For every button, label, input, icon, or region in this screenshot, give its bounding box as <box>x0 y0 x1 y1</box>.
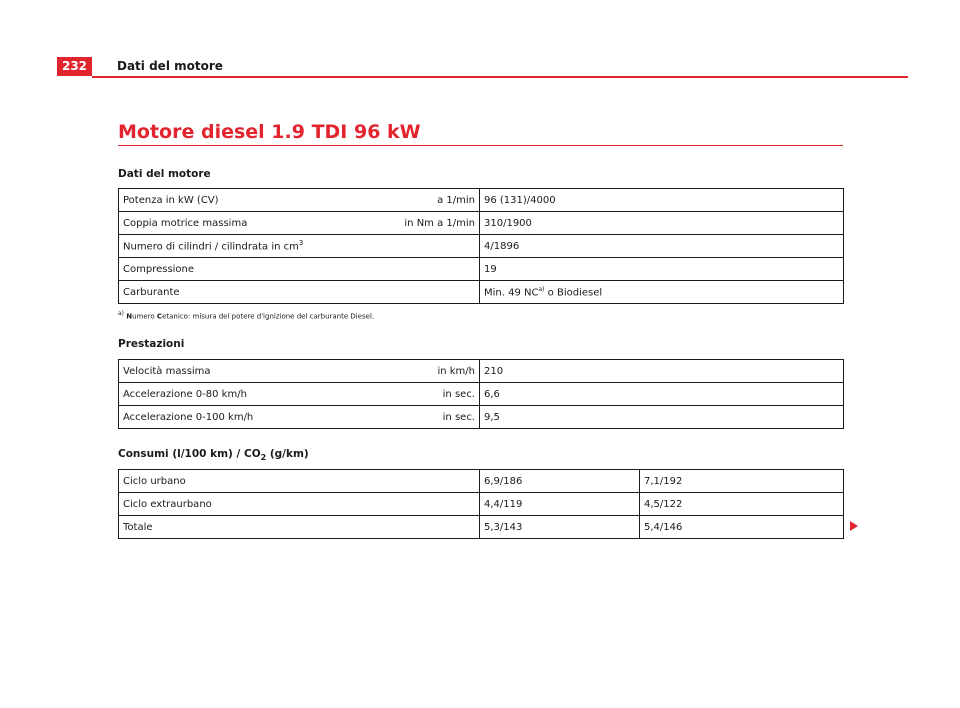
table-row <box>119 189 844 212</box>
row-value-2: 4,5/122 <box>640 493 844 516</box>
row-value-2: 7,1/192 <box>640 470 844 493</box>
table-row <box>119 281 844 304</box>
fuel-value: Min. 49 NC <box>484 287 539 299</box>
engine-data-heading: Dati del motore <box>118 168 211 180</box>
table-row <box>119 235 844 258</box>
row-label: Ciclo urbano <box>119 470 480 493</box>
table-row <box>119 516 844 539</box>
table-row <box>119 470 844 493</box>
row-value: 9,5 <box>480 406 844 429</box>
row-unit: in km/h <box>437 365 475 377</box>
row-label: Potenza in kW (CV) <box>123 194 219 206</box>
row-unit: in sec. <box>442 411 475 423</box>
row-label-superscript: 3 <box>298 239 304 248</box>
row-label: Carburante <box>123 286 180 298</box>
row-value: 96 (131)/4000 <box>480 189 844 212</box>
row-value: 4/1896 <box>480 235 844 258</box>
row-unit: a 1/min <box>437 194 475 206</box>
performance-table <box>118 359 844 429</box>
row-label: Coppia motrice massima <box>123 217 248 229</box>
row-label: Accelerazione 0-100 km/h <box>123 411 254 423</box>
triangle-right-icon <box>850 521 858 531</box>
row-label: Ciclo extraurbano <box>119 493 480 516</box>
row-value <box>480 281 844 304</box>
engine-data-table <box>118 188 844 304</box>
table-row <box>119 258 844 281</box>
row-value-1: 4,4/119 <box>480 493 640 516</box>
header-title: Dati del motore <box>117 59 223 73</box>
row-value: 19 <box>480 258 844 281</box>
row-label: Accelerazione 0-80 km/h <box>123 388 247 400</box>
consumption-table <box>118 469 844 539</box>
performance-heading: Prestazioni <box>118 338 185 350</box>
page-number: 232 <box>57 57 92 76</box>
row-value: 210 <box>480 360 844 383</box>
footnote: $^{a)}$ Numero Cetanico: misura del potere d'ignizione del carburante Diesel. <box>118 310 375 321</box>
row-value-1: 5,3/143 <box>480 516 640 539</box>
table-row <box>119 360 844 383</box>
footnote-ref: a) <box>538 285 545 293</box>
row-value-2: 5,4/146 <box>640 516 844 539</box>
row-unit: in Nm a 1/min <box>404 217 475 229</box>
row-label: Totale <box>119 516 480 539</box>
table-row <box>119 406 844 429</box>
row-label: Compressione <box>123 263 195 275</box>
header-rule <box>92 76 908 78</box>
row-unit: in sec. <box>442 388 475 400</box>
row-value: 310/1900 <box>480 212 844 235</box>
page-title: Motore diesel 1.9 TDI 96 kW <box>118 121 421 143</box>
consumption-heading: Consumi (l/100 $km) / CO_2$ (g/km) <box>118 448 309 463</box>
footnote-marker: a) <box>118 310 125 317</box>
fuel-value-suffix: o Biodiesel <box>544 287 603 299</box>
row-label: Numero di cilindri / cilindrata in cm <box>123 241 299 253</box>
title-rule <box>118 145 843 146</box>
table-row <box>119 493 844 516</box>
row-value-1: 6,9/186 <box>480 470 640 493</box>
row-label: Velocità massima <box>123 365 211 377</box>
table-row <box>119 383 844 406</box>
table-row <box>119 212 844 235</box>
row-value: 6,6 <box>480 383 844 406</box>
